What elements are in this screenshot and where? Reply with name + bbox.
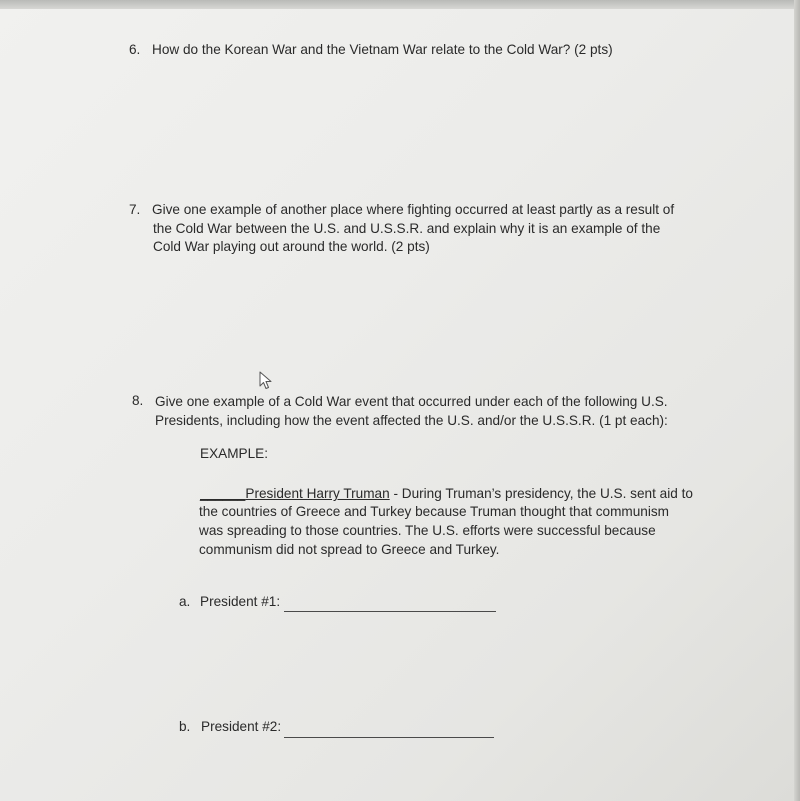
example-line-1: [200, 485, 693, 503]
mouse-pointer-icon: [258, 371, 276, 391]
example-line-2: the countries of Greece and Turkey because Truman thought that communism: [199, 504, 669, 519]
example-president: President Harry Truman: [245, 486, 390, 501]
question-8-line-1: Give one example of a Cold War event that occurred under each of the following U.S.: [155, 394, 668, 409]
question-7-number: 7.: [129, 202, 141, 217]
question-8-line-2: Presidents, including how the event affected the U.S. and/or the U.S.S.R. (1 pt each):: [155, 413, 668, 428]
question-7-line-3: Cold War playing out around the world. (2 pts): [153, 239, 430, 254]
question-7-line-2: the Cold War between the U.S. and U.S.S.R. and explain why it is an example of the: [153, 221, 661, 236]
question-8-number: 8.: [132, 393, 144, 408]
page-top-edge: [0, 0, 800, 9]
answer-a-letter: a.: [179, 594, 191, 609]
example-line-4: communism did not spread to Greece and Turkey.: [199, 542, 500, 557]
page-right-edge: [794, 0, 800, 801]
example-heading: EXAMPLE:: [200, 446, 268, 461]
answer-a-blank[interactable]: [284, 611, 496, 612]
answer-b-label: President #2:: [201, 719, 282, 734]
example-line-1-rest: - During Truman’s presidency, the U.S. sent aid to: [389, 486, 693, 501]
question-7-line-1: Give one example of another place where fighting occurred at least partly as a result of: [152, 202, 675, 217]
answer-b-blank[interactable]: [284, 737, 494, 738]
answer-b-letter: b.: [179, 719, 191, 734]
example-line-3: was spreading to those countries. The U.S. efforts were successful because: [199, 523, 656, 538]
question-6-number: 6.: [129, 42, 141, 57]
example-blank-prefix: ______: [200, 486, 246, 501]
answer-a-label: President #1:: [200, 594, 281, 609]
question-6-text: How do the Korean War and the Vietnam War relate to the Cold War? (2 pts): [152, 42, 613, 57]
